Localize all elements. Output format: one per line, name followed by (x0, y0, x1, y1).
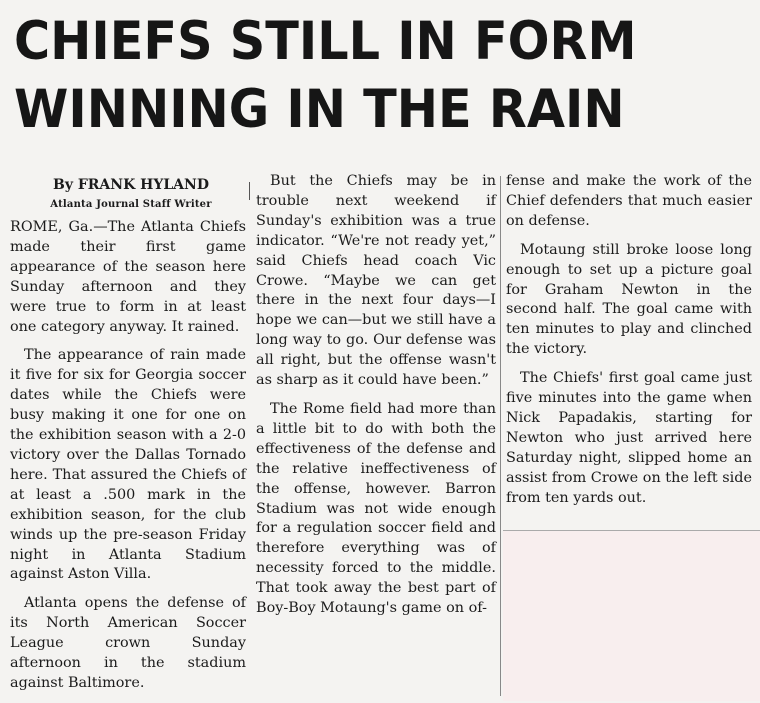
paragraph: ROME, Ga.—The Atlanta Chiefs made their first game appearance of the season here Sunday afternoon and they were true to form in at least one category anyway. It rained. (10, 219, 246, 335)
headline-line-1: CHIEFS STILL IN FORM (14, 11, 637, 72)
article-column-3 (506, 172, 752, 518)
article-column-1 (10, 176, 246, 703)
headline (14, 8, 698, 144)
paragraph: The Chiefs' first goal came just five minutes into the game when Nick Papadakis, starting for Newton who just arrived here Saturday night, slipped home an assist from Crowe on the left side from ten yards out. (506, 370, 752, 506)
paragraph: Atlanta opens the defense of its North American Soccer League crown Sunday afternoon in the stadium against Baltimore. (10, 595, 246, 691)
paragraph: But the Chiefs may be in trouble next weekend if Sunday's exhibition was a true indicator. “We're not ready yet,” said Chiefs head coach Vic Crowe. “Maybe we can get there in the next four days—I hope we can—but we still have a long way to go. Our defense was all right, but the offense wasn't as sharp as it could have been.” (256, 173, 496, 389)
paragraph: Motaung still broke loose long enough to set up a picture goal for Graham Newton in the second half. The goal came with ten minutes to play and clinched the victory. (506, 241, 752, 358)
byline-author: By FRANK HYLAND (53, 177, 209, 193)
empty-region (503, 531, 760, 701)
paragraph: The appearance of rain made it five for six for Georgia soccer dates while the Chiefs were busy making it one for one on the exhibition season with a 2-0 victory over the Dallas Tornado here. That assured the Chiefs of at least a .500 mark in the exhibition season, for the club winds up the pre-season Friday night in Atlanta Stadium against Aston Villa. (10, 347, 246, 583)
column-divider-top (249, 182, 250, 200)
byline-affiliation: Atlanta Journal Staff Writer (50, 199, 212, 210)
headline-line-2: WINNING IN THE RAIN (14, 79, 625, 140)
paragraph: fense and make the work of the Chief defenders that much easier on defense. (506, 173, 752, 229)
column-divider (500, 176, 501, 696)
article-column-2 (256, 172, 496, 628)
paragraph: The Rome field had more than a little bit to do with both the effectiveness of the defense and the relative ineffectiveness of the offense, however. Barron Stadium was not wide enough for a regulation soccer field and therefore everything was of necessity forced to the middle. That took away the best part of Boy-Boy Motaung's game on of- (256, 400, 496, 617)
